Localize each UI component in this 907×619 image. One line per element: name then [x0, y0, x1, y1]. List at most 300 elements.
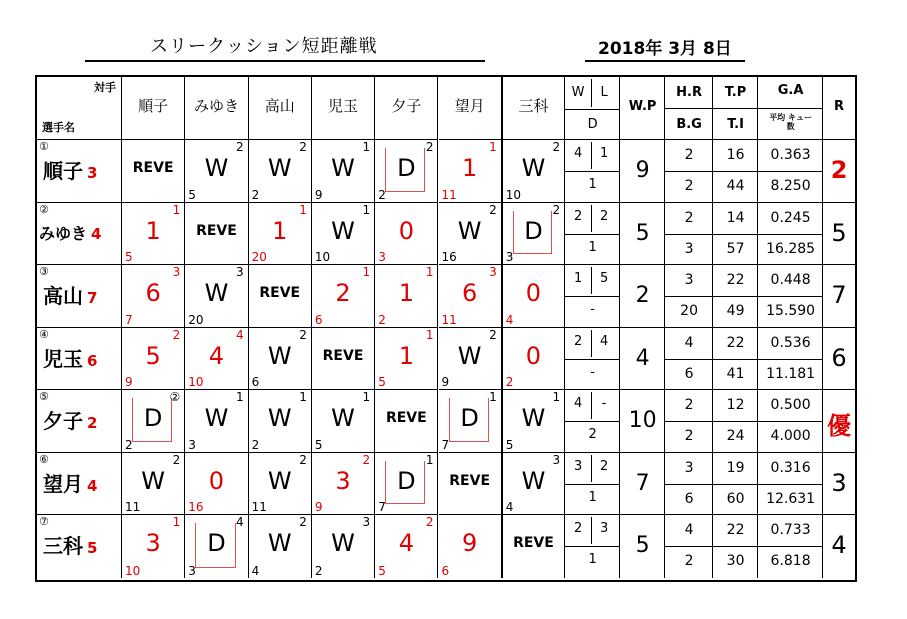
match-cell	[375, 453, 438, 516]
match-points: 20	[251, 250, 267, 264]
title-underline	[85, 60, 485, 62]
player-rank-number: 2	[87, 414, 98, 432]
ti-value: 44	[726, 178, 745, 195]
match-innings: 2	[552, 140, 561, 154]
wl-divider	[591, 330, 592, 357]
match-result: D	[460, 404, 479, 432]
match-innings: 3	[172, 265, 181, 279]
match-innings: 2	[235, 140, 244, 154]
tp-value: 12	[726, 397, 745, 413]
rank-header	[823, 77, 855, 140]
draws-value: -	[590, 302, 595, 318]
match-result: D	[524, 216, 543, 245]
losses-value: 2	[599, 208, 609, 224]
match-cell	[185, 140, 248, 203]
losses-value: 1	[599, 146, 609, 161]
match-points: 9	[441, 375, 450, 389]
column-header	[249, 77, 312, 140]
match-result: W	[267, 529, 292, 557]
match-cell	[249, 140, 312, 203]
match-cell	[439, 453, 502, 516]
tp-value: 19	[726, 459, 745, 476]
w-label: W	[571, 85, 585, 100]
column-header-name: みゆき	[193, 97, 239, 115]
avg-value: 15.590	[766, 303, 816, 320]
match-result: W	[267, 154, 292, 182]
tp-value: 22	[726, 272, 745, 288]
wl-divider	[591, 455, 592, 482]
match-points: 5	[378, 375, 386, 389]
column-header	[375, 77, 438, 140]
player-name	[43, 155, 97, 184]
ga-divider	[758, 484, 823, 485]
ti-value: 24	[726, 428, 745, 445]
match-innings: 4	[235, 515, 244, 529]
tp-cell	[713, 515, 758, 578]
match-result: W	[267, 466, 292, 495]
match-points: 5	[378, 563, 386, 578]
match-cell	[122, 328, 185, 391]
match-points: 2	[505, 375, 514, 389]
wp-cell	[620, 203, 665, 266]
player-name-text: 夕子	[43, 409, 83, 433]
match-cell	[502, 265, 565, 328]
column-header	[122, 77, 185, 140]
wl-hdivider	[565, 484, 620, 485]
match-cell	[185, 390, 248, 453]
match-result: W	[521, 154, 546, 182]
match-result: W	[267, 404, 292, 432]
hr-cell	[665, 203, 713, 266]
match-innings: 2	[362, 452, 371, 467]
match-points: 4	[251, 563, 260, 578]
date-underline	[585, 60, 745, 62]
match-cell	[375, 203, 438, 266]
ti-label: T.I	[727, 117, 744, 132]
player-row-header	[37, 140, 122, 203]
match-innings: 1	[299, 202, 307, 217]
rank-cell-box	[823, 328, 855, 391]
avg-value: 6.818	[770, 553, 811, 570]
column-header-name: 夕子	[391, 97, 422, 115]
bg-value: 20	[680, 303, 698, 320]
match-cell	[122, 203, 185, 266]
match-cell	[502, 328, 565, 391]
ga-value: 0.363	[770, 147, 811, 163]
wp-value: 10	[628, 408, 657, 433]
column-header-name: 高山	[264, 97, 295, 115]
player-row-header	[37, 203, 122, 266]
match-cell	[185, 265, 248, 328]
match-result: 0	[525, 341, 542, 370]
match-innings: 1	[235, 390, 244, 404]
column-header-name: 順子	[138, 97, 169, 115]
match-cell	[502, 453, 565, 516]
draws-value: 2	[588, 427, 597, 443]
opponent-label: 対手	[94, 81, 116, 94]
wins-value: 4	[573, 396, 583, 411]
match-result: 1	[462, 154, 478, 182]
player-name-text: 高山	[43, 284, 83, 308]
match-cell	[122, 453, 185, 516]
hr-value: 4	[684, 334, 694, 351]
wp-cell	[620, 390, 665, 453]
tp-value: 22	[726, 334, 745, 351]
tp-cell	[713, 265, 758, 328]
match-innings: 2	[299, 515, 307, 529]
rank-cell-box	[823, 203, 855, 266]
match-innings: 1	[425, 265, 434, 279]
match-points: 3	[505, 250, 514, 264]
match-cell	[249, 390, 312, 453]
ga-value: 0.448	[770, 272, 811, 288]
match-result: D	[143, 404, 163, 432]
match-cell	[312, 390, 375, 453]
match-points: 2	[251, 187, 260, 202]
match-cell	[312, 453, 375, 516]
match-points: 7	[378, 500, 386, 514]
tp-divider	[713, 296, 758, 297]
column-header	[312, 77, 375, 140]
match-result: D	[397, 154, 416, 182]
hr-header	[665, 77, 713, 140]
player-row-header	[37, 328, 122, 391]
match-result: W	[204, 404, 229, 432]
match-cell	[439, 390, 502, 453]
tp-divider	[713, 108, 758, 109]
match-cell	[439, 515, 502, 578]
wins-value: 1	[573, 271, 583, 286]
match-result: D	[207, 529, 226, 557]
wp-cell	[620, 328, 665, 391]
tp-value: 22	[726, 522, 745, 538]
hr-divider	[665, 546, 713, 547]
hr-value: 4	[684, 522, 694, 538]
match-innings: 1	[489, 140, 497, 154]
player-number: ④	[39, 327, 49, 341]
hr-cell	[665, 515, 713, 578]
match-innings: 1	[172, 202, 181, 217]
wp-header	[620, 77, 665, 140]
match-cell	[249, 265, 312, 328]
match-cell	[439, 328, 502, 391]
losses-value: 5	[599, 271, 609, 286]
hr-divider	[665, 484, 713, 485]
match-result: 4	[398, 529, 414, 557]
match-cell	[312, 265, 375, 328]
tp-divider	[713, 484, 758, 485]
ga-value: 0.733	[770, 522, 811, 538]
bg-value: 3	[684, 240, 694, 257]
reve-label: REVE	[385, 410, 427, 426]
avg-value: 8.250	[770, 178, 811, 195]
ga-cell	[758, 140, 823, 203]
match-points: 11	[125, 500, 141, 514]
match-points: 11	[251, 500, 267, 514]
draws-value: 1	[588, 177, 597, 193]
match-points: 6	[251, 375, 260, 389]
event-date: 2018年 3月 8日	[598, 39, 732, 59]
wp-value: 5	[635, 533, 650, 558]
player-number: ②	[39, 202, 49, 216]
match-innings: 1	[552, 390, 561, 404]
hr-cell	[665, 328, 713, 391]
tp-value: 14	[726, 209, 745, 226]
match-points: 6	[314, 312, 323, 327]
wp-cell	[620, 265, 665, 328]
losses-value: -	[601, 396, 607, 411]
hr-value: 2	[684, 397, 694, 413]
avg-label: 平均 キュー数	[769, 113, 812, 131]
tp-divider	[713, 234, 758, 235]
wld-cell	[565, 453, 620, 516]
match-innings: 1	[362, 140, 371, 154]
match-cell	[185, 203, 248, 266]
wld-cell	[565, 328, 620, 391]
player-number: ⑤	[39, 390, 49, 403]
tp-label: T.P	[724, 85, 747, 100]
tp-divider	[713, 546, 758, 547]
wins-value: 3	[573, 458, 583, 474]
match-cell	[312, 203, 375, 266]
ga-divider	[758, 421, 823, 422]
match-innings: 2	[425, 140, 434, 154]
reve-label: REVE	[322, 347, 364, 364]
match-cell	[249, 453, 312, 516]
wp-label: W.P	[628, 99, 657, 114]
player-name-text: 児玉	[43, 346, 83, 371]
match-result: W	[521, 404, 546, 432]
match-result: D	[397, 466, 416, 495]
match-cell	[312, 515, 375, 578]
avg-value: 11.181	[766, 365, 816, 382]
ti-value: 49	[726, 303, 745, 320]
match-points: 16	[441, 250, 457, 264]
match-cell	[122, 390, 185, 453]
final-rank: 3	[831, 468, 847, 497]
match-points: 2	[378, 187, 386, 202]
wld-cell	[565, 140, 620, 203]
wl-hdivider	[565, 546, 620, 547]
ga-label: G.A	[777, 83, 804, 98]
match-innings: 1	[362, 390, 371, 404]
match-innings: 1	[172, 515, 181, 529]
wl-hdivider	[565, 109, 620, 110]
player-number: ⑥	[39, 452, 49, 466]
ga-cell	[758, 453, 823, 516]
match-innings: 1	[425, 452, 434, 467]
player-name	[43, 280, 97, 309]
column-header-name: 児玉	[328, 97, 359, 115]
player-row-header	[37, 453, 122, 516]
hr-divider	[665, 359, 713, 360]
tp-divider	[713, 171, 758, 172]
rank-cell-box	[823, 140, 855, 203]
reve-label: REVE	[449, 472, 491, 489]
wl-divider	[591, 267, 592, 294]
match-cell	[249, 515, 312, 578]
player-name	[43, 343, 97, 372]
rank-cell-box	[823, 515, 855, 578]
column-header	[502, 77, 565, 140]
l-label: L	[600, 85, 608, 100]
player-row-header	[37, 515, 122, 578]
match-points: 3	[188, 437, 196, 452]
match-cell	[249, 203, 312, 266]
column-header	[185, 77, 248, 140]
player-rank-number: 7	[87, 289, 98, 307]
match-points: 5	[125, 250, 133, 264]
match-cell	[502, 390, 565, 453]
match-innings: 1	[362, 202, 371, 217]
match-innings: 3	[489, 265, 497, 279]
final-rank: 5	[831, 218, 847, 247]
wp-value: 2	[635, 283, 650, 308]
wld-cell	[565, 203, 620, 266]
bg-label: B.G	[676, 117, 702, 132]
match-points: 9	[314, 500, 323, 514]
avg-value: 4.000	[770, 428, 811, 445]
player-label: 選手名	[42, 121, 75, 134]
hr-divider	[665, 234, 713, 235]
player-name-text: 順子	[43, 159, 83, 183]
hr-cell	[665, 390, 713, 453]
ti-value: 57	[726, 240, 745, 257]
tp-cell	[713, 140, 758, 203]
player-number: ③	[39, 265, 49, 278]
match-points: 9	[125, 375, 133, 389]
wl-hdivider	[565, 359, 620, 360]
player-rank-number: 4	[91, 224, 102, 243]
bg-value: 6	[684, 365, 694, 382]
match-result: 0	[525, 279, 542, 307]
ga-divider	[758, 171, 823, 172]
match-innings: 2	[299, 452, 307, 467]
match-cell	[185, 515, 248, 578]
rank-cell-box	[823, 390, 855, 453]
reve-label: REVE	[196, 222, 237, 239]
match-points: 2	[251, 437, 260, 452]
match-points: 9	[314, 187, 323, 202]
match-points: 2	[314, 563, 323, 578]
wp-cell	[620, 515, 665, 578]
ga-value: 0.245	[770, 209, 811, 226]
match-points: 10	[505, 187, 522, 202]
tp-cell	[713, 203, 758, 266]
match-cell	[375, 515, 438, 578]
column-header	[439, 77, 502, 140]
final-rank: 優	[827, 412, 852, 440]
match-points: 4	[505, 500, 514, 514]
tp-cell	[713, 390, 758, 453]
hr-value: 2	[684, 209, 694, 226]
match-cell	[312, 328, 375, 391]
match-points: 7	[441, 437, 450, 452]
match-result: W	[141, 466, 166, 495]
ga-cell	[758, 515, 823, 578]
match-result: 1	[145, 216, 161, 245]
match-cell	[375, 390, 438, 453]
match-cell	[312, 140, 375, 203]
rank-cell-box	[823, 453, 855, 516]
match-innings: 2	[299, 140, 307, 154]
match-result: W	[331, 529, 355, 557]
reve-label: REVE	[513, 535, 554, 551]
match-result: W	[457, 216, 482, 245]
wins-value: 4	[573, 146, 583, 161]
match-points: 3	[378, 250, 386, 264]
player-rank-number: 5	[87, 539, 98, 557]
match-cell	[439, 140, 502, 203]
player-rank-number: 3	[87, 164, 98, 182]
hr-label: H.R	[676, 85, 703, 100]
wins-value: 2	[573, 208, 583, 224]
ga-cell	[758, 265, 823, 328]
wp-cell	[620, 453, 665, 516]
match-points: 16	[188, 500, 204, 514]
match-points: 10	[314, 250, 331, 264]
match-innings: 2	[552, 202, 561, 217]
match-innings: 2	[425, 515, 434, 529]
match-points: 6	[441, 563, 450, 578]
ga-header	[758, 77, 823, 140]
tp-value: 16	[726, 147, 745, 163]
final-rank: 2	[830, 156, 848, 184]
match-cell	[375, 140, 438, 203]
final-rank: 7	[831, 281, 847, 309]
match-cell	[249, 328, 312, 391]
wins-value: 2	[573, 521, 583, 536]
ga-divider	[758, 296, 823, 297]
match-result: W	[331, 404, 355, 432]
match-innings: 1	[299, 390, 307, 404]
ga-divider	[758, 546, 823, 547]
wp-value: 7	[635, 470, 650, 496]
ti-value: 41	[726, 365, 745, 382]
match-result: 9	[462, 529, 478, 557]
match-innings: 1	[425, 327, 434, 342]
avg-value: 12.631	[766, 490, 816, 507]
hr-cell	[665, 265, 713, 328]
tp-header	[713, 77, 758, 140]
match-cell	[502, 140, 565, 203]
ga-divider	[758, 108, 823, 109]
hr-divider	[665, 296, 713, 297]
player-row-header	[37, 390, 122, 453]
wld-cell	[565, 515, 620, 578]
hr-cell	[665, 140, 713, 203]
match-result: 1	[398, 341, 414, 370]
bg-value: 2	[684, 428, 694, 445]
match-innings: 1	[362, 265, 371, 279]
match-innings: 1	[489, 390, 497, 404]
match-result: 0	[398, 216, 414, 245]
hr-value: 3	[684, 459, 694, 476]
match-points: 2	[125, 437, 133, 452]
match-points: 11	[441, 312, 457, 327]
wp-value: 4	[635, 345, 650, 371]
player-name-text: みゆき	[39, 223, 88, 243]
tp-divider	[713, 421, 758, 422]
match-cell	[185, 453, 248, 516]
match-innings: 3	[235, 265, 244, 279]
match-innings: 3	[552, 452, 561, 467]
match-cell	[439, 203, 502, 266]
wld-header	[565, 77, 620, 140]
ga-cell	[758, 203, 823, 266]
hr-cell	[665, 453, 713, 516]
reve-label: REVE	[259, 285, 301, 301]
